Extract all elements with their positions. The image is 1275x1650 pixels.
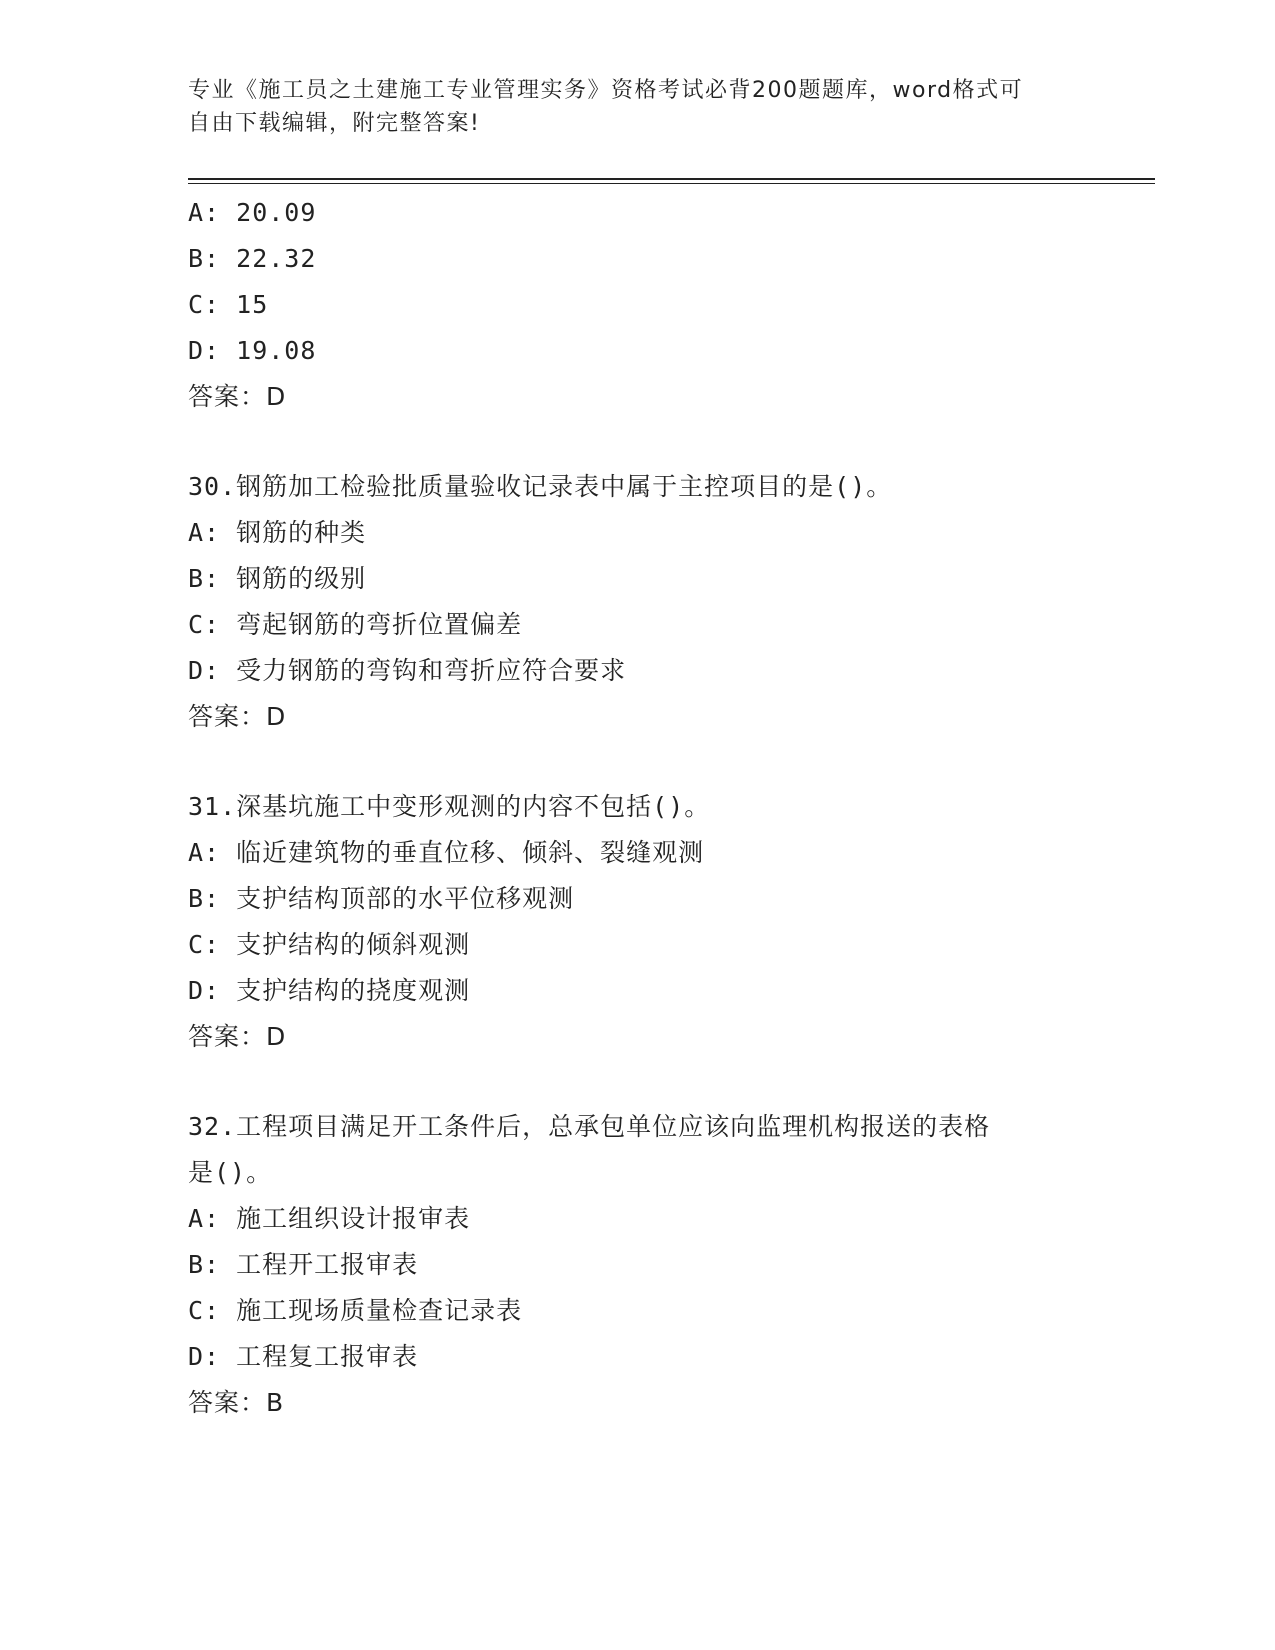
option-b: B: 支护结构顶部的水平位移观测 [188, 884, 575, 913]
answer: 答案：D [188, 702, 287, 731]
document-header [188, 74, 1088, 140]
option-a: A: 临近建筑物的垂直位移、倾斜、裂缝观测 [188, 838, 705, 867]
question-29 [188, 190, 1108, 420]
header-line-1: 专业《施工员之土建施工专业管理实务》资格考试必背200题题库，word格式可 [188, 78, 1024, 103]
question-list [188, 190, 1108, 1426]
option-a: A: 20.09 [188, 198, 317, 227]
header-line-2: 自由下载编辑，附完整答案! [188, 111, 481, 136]
question-stem-line-2: 是()。 [188, 1158, 273, 1187]
question-spacer [188, 1060, 1108, 1104]
option-d: D: 支护结构的挠度观测 [188, 976, 471, 1005]
option-a: A: 施工组织设计报审表 [188, 1204, 471, 1233]
option-d: D: 工程复工报审表 [188, 1342, 419, 1371]
answer: 答案：D [188, 382, 287, 411]
option-a: A: 钢筋的种类 [188, 518, 367, 547]
question-stem: 30.钢筋加工检验批质量验收记录表中属于主控项目的是()。 [188, 472, 893, 501]
option-d: D: 受力钢筋的弯钩和弯折应符合要求 [188, 656, 627, 685]
option-c: C: 施工现场质量检查记录表 [188, 1296, 523, 1325]
answer: 答案：B [188, 1388, 285, 1417]
question-spacer [188, 740, 1108, 784]
answer: 答案：D [188, 1022, 287, 1051]
question-31 [188, 784, 1108, 1060]
option-d: D: 19.08 [188, 336, 317, 365]
option-b: B: 22.32 [188, 244, 317, 273]
option-c: C: 弯起钢筋的弯折位置偏差 [188, 610, 523, 639]
option-b: B: 工程开工报审表 [188, 1250, 419, 1279]
question-stem: 31.深基坑施工中变形观测的内容不包括()。 [188, 792, 711, 821]
question-30 [188, 464, 1108, 740]
question-spacer [188, 420, 1108, 464]
header-divider-thick [188, 178, 1155, 180]
option-b: B: 钢筋的级别 [188, 564, 367, 593]
question-32 [188, 1104, 1108, 1426]
question-stem-line-1: 32.工程项目满足开工条件后，总承包单位应该向监理机构报送的表格 [188, 1112, 991, 1141]
header-divider-thin [188, 183, 1155, 184]
option-c: C: 15 [188, 290, 269, 319]
option-c: C: 支护结构的倾斜观测 [188, 930, 471, 959]
